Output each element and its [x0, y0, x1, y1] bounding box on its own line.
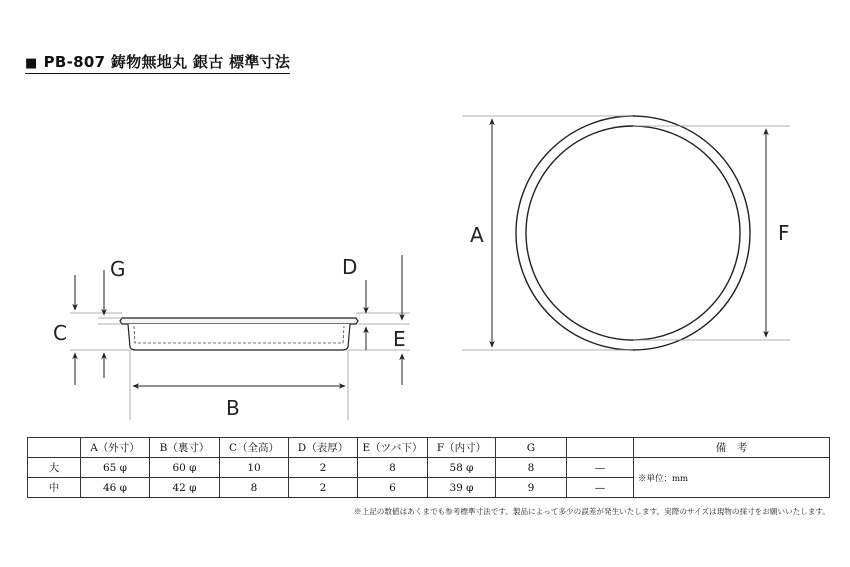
- table-row: [28, 458, 830, 478]
- header-cell-remarks: 備 考: [634, 438, 830, 458]
- cell-f: 39 φ: [428, 478, 496, 498]
- header-cell: [567, 438, 634, 458]
- side-view: [53, 255, 410, 420]
- dimension-table: [27, 437, 830, 498]
- header-cell: A（外寸）: [81, 438, 150, 458]
- title-marker: ■: [25, 56, 38, 71]
- size-cell: 中: [28, 478, 81, 498]
- cell-a: 65 φ: [81, 458, 150, 478]
- cell-b: 42 φ: [150, 478, 220, 498]
- top-view: [462, 116, 790, 350]
- header-cell: E（ツバ下）: [358, 438, 428, 458]
- label-e: E: [393, 327, 406, 351]
- dimension-f: [766, 129, 790, 337]
- cell-extra: —: [567, 478, 634, 498]
- cell-e: 6: [358, 478, 428, 498]
- dish-rim: [120, 318, 358, 324]
- dimension-a: [470, 119, 492, 347]
- footnote: ※上記の数値はあくまでも参考標準寸法です。製品によって多少の誤差が発生いたします。実際のサイズは現物の採寸をお願いいたします。: [354, 507, 830, 516]
- cell-c: 10: [220, 458, 289, 478]
- header-cell: G: [496, 438, 567, 458]
- label-b: B: [226, 396, 240, 420]
- label-a: A: [470, 223, 484, 247]
- dimension-e: [393, 255, 406, 385]
- size-cell: 大: [28, 458, 81, 478]
- inner-ring: [526, 126, 740, 340]
- table-header-row: [28, 438, 830, 458]
- cell-f: 58 φ: [428, 458, 496, 478]
- header-cell: D（表厚）: [289, 438, 358, 458]
- header-cell: F（内寸）: [428, 438, 496, 458]
- cell-extra: —: [567, 458, 634, 478]
- dimension-b: [133, 386, 345, 420]
- header-cell: [28, 438, 81, 458]
- header-cell: B（裏寸）: [150, 438, 220, 458]
- label-c: C: [53, 321, 67, 345]
- cell-g: 9: [496, 478, 567, 498]
- label-g: G: [110, 257, 126, 281]
- cell-d: 2: [289, 458, 358, 478]
- cell-c: 8: [220, 478, 289, 498]
- dimension-c: [53, 275, 75, 385]
- title-text: PB-807 鋳物無地丸 銀古 標準寸法: [43, 53, 291, 71]
- dish-body: [128, 324, 350, 350]
- remarks-cell: ※単位：mm: [634, 458, 830, 498]
- outer-ring: [516, 116, 750, 350]
- cell-a: 46 φ: [81, 478, 150, 498]
- label-d: D: [342, 255, 358, 279]
- cell-d: 2: [289, 478, 358, 498]
- cell-g: 8: [496, 458, 567, 478]
- label-f: F: [778, 221, 790, 245]
- cell-e: 8: [358, 458, 428, 478]
- cell-b: 60 φ: [150, 458, 220, 478]
- header-cell: C（全高）: [220, 438, 289, 458]
